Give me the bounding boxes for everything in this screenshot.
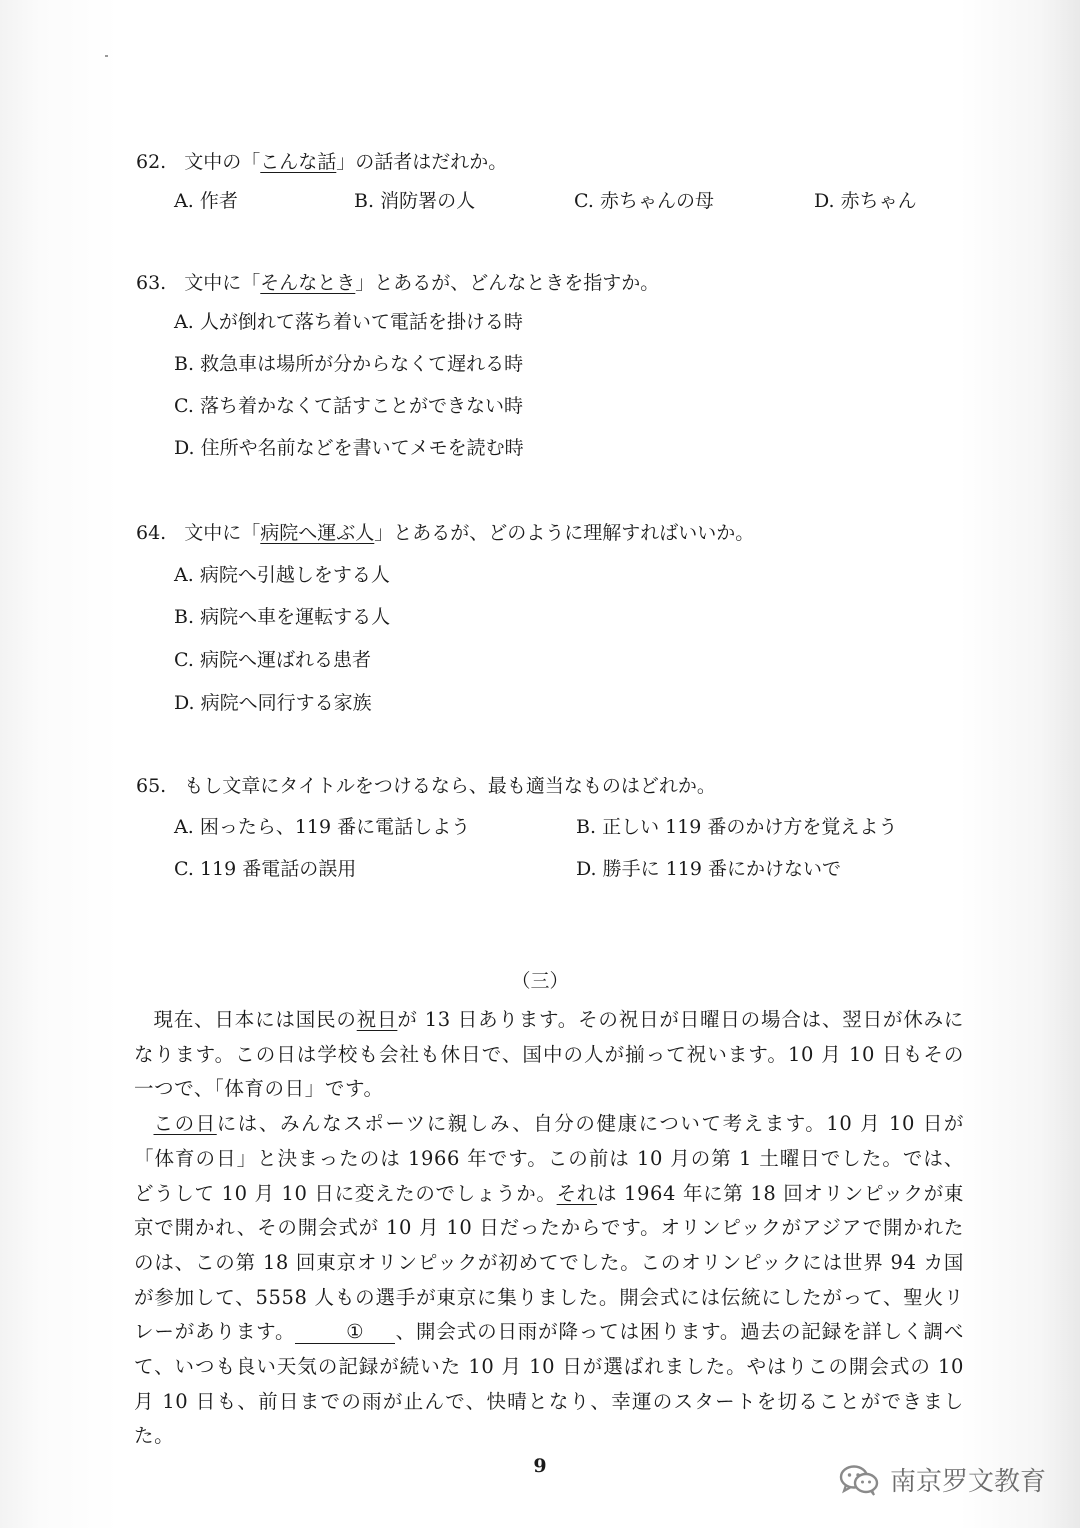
question-number: 63.	[136, 272, 167, 294]
watermark-text: 南京罗文教育	[889, 1467, 1046, 1497]
question-64-stem	[136, 519, 754, 547]
question-number: 64.	[136, 522, 167, 544]
option-a: A. 困ったら、119 番に電話しよう	[174, 816, 471, 838]
option-c: C. 赤ちゃんの母	[574, 190, 714, 212]
question-number: 62.	[136, 151, 167, 173]
option-d: D. 住所や名前などを書いてメモを読む時	[174, 437, 524, 459]
underlined-phrase: こんな話	[260, 151, 337, 173]
option-b: B. 病院へ車を運転する人	[174, 606, 391, 628]
option-a: A. 病院へ引越しをする人	[174, 564, 390, 586]
paragraph-1: 現在、日本には国民の祝日が 13 日あります。その祝日が日曜日の場合は、翌日が休みになります。この日は学校も会社も休日で、国中の人が揃って祝います。10 月 10 日もその一つで、「体育の日」です。	[134, 1008, 964, 1101]
option-d: D. 赤ちゃん	[814, 190, 917, 212]
stem-text: 」の話者はだれか。	[336, 151, 508, 173]
underlined-phrase: そんなとき	[260, 272, 356, 294]
option-a: A. 人が倒れて落ち着いて電話を掛ける時	[174, 311, 523, 333]
question-65-stem	[136, 772, 716, 800]
underlined-phrase: この日	[153, 1112, 217, 1136]
underlined-phrase: それ	[556, 1181, 597, 1205]
scan-speck	[105, 55, 108, 57]
blank-1: ①	[295, 1321, 395, 1344]
option-c: C. 119 番電話の誤用	[174, 858, 357, 880]
underlined-phrase: 病院へ運ぶ人	[260, 522, 375, 544]
question-number: 65.	[136, 775, 167, 797]
option-b: B. 正しい 119 番のかけ方を覚えよう	[576, 816, 898, 838]
option-b: B. 消防署の人	[354, 190, 476, 212]
question-62-stem	[136, 148, 507, 176]
option-a: A. 作者	[174, 190, 238, 212]
stem-text: もし文章にタイトルをつけるなら、最も適当なものはどれか。	[184, 775, 716, 797]
stem-text: 文中に「	[184, 272, 261, 294]
stem-text: 」とあるが、どのように理解すればいいか。	[374, 522, 755, 544]
option-c: C. 落ち着かなくて話すことができない時	[174, 395, 523, 417]
stem-text: 文中の「	[184, 151, 261, 173]
watermark	[838, 1461, 1046, 1498]
underlined-phrase: 祝日	[356, 1008, 398, 1031]
option-d: D. 病院へ同行する家族	[174, 692, 372, 714]
option-c: C. 病院へ運ばれる患者	[174, 649, 371, 671]
page-number: 9	[533, 1455, 547, 1477]
option-b: B. 救急車は場所が分からなくて遅れる時	[174, 353, 524, 375]
stem-text: 文中に「	[184, 522, 261, 544]
option-d: D. 勝手に 119 番にかけないで	[576, 858, 842, 880]
question-63-stem	[136, 269, 659, 297]
stem-text: 」とあるが、どんなときを指すか。	[355, 272, 660, 294]
wechat-icon	[838, 1463, 880, 1497]
section-title: （三）	[511, 970, 569, 992]
paragraph-2: この日には、みんなスポーツに親しみ、自分の健康について考えます。10 月 10 日が「体育の日」と決まったのは 1966 年です。この前は 10 月の第 1 土曜日でした。では、どうして 10 月 10 日に変えたのでしょうか。それは 1964 年に第 18 回オリンピックが東京で開かれ、その開会式が 10 月 10 日だったからです。オリンピックがアジアで開かれたのは、この第 18 回東京オリンピックが初めてでした。このオリンピックには世界 94 カ国が参加して、5558 人もの選手が東京に集りました。開会式には伝統にしたがって、聖火リレーがあります。 ① 、開会式の日雨が降っては困ります。過去の記録を詳しく調べて、いつも良い天気の記録が続いた 10 月 10 日が選ばれました。やはりこの開会式の 10 月 10 日も、前日までの雨が止んで、快晴となり、幸運のスタートを切ることができました。	[134, 1112, 965, 1448]
reading-passage	[134, 1003, 964, 1454]
